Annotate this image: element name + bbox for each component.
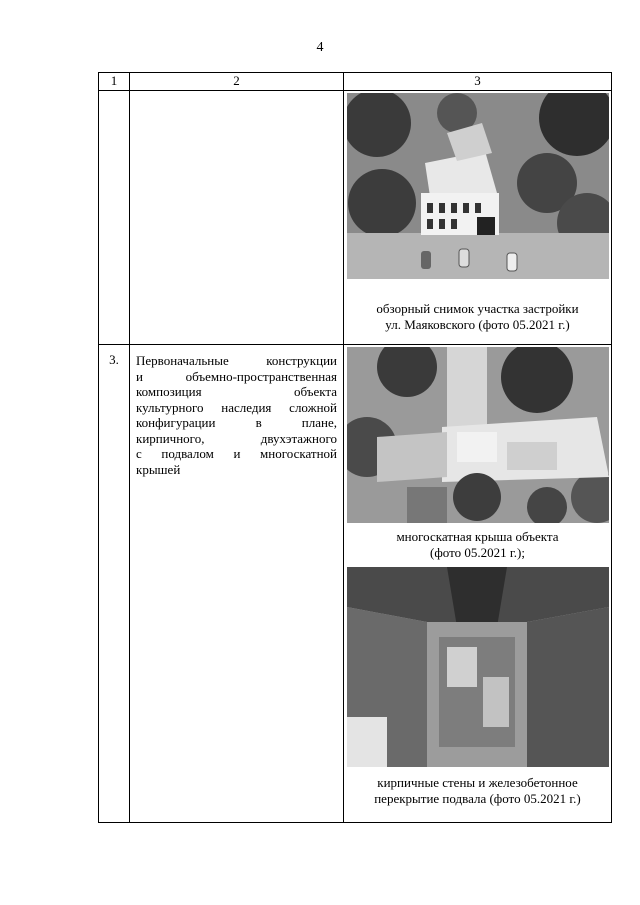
row-photos bbox=[344, 345, 612, 823]
row-number: 3. bbox=[99, 345, 130, 823]
table-header-row bbox=[99, 73, 612, 91]
caption-line: обзорный снимок участка застройки bbox=[376, 301, 579, 316]
photo-caption bbox=[344, 301, 611, 333]
header-col-1: 1 bbox=[99, 73, 130, 91]
page-number: 4 bbox=[316, 40, 324, 55]
photo-caption bbox=[344, 775, 611, 807]
header-col-3: 3 bbox=[344, 73, 612, 91]
header-col-2: 2 bbox=[130, 73, 344, 91]
description-line: с подвалом и многоскатной bbox=[136, 446, 337, 461]
caption-line: ул. Маяковского (фото 05.2021 г.) bbox=[385, 317, 570, 332]
roof-aerial-photo bbox=[347, 347, 609, 523]
caption-line: (фото 05.2021 г.); bbox=[430, 545, 525, 560]
photo-caption bbox=[344, 529, 611, 561]
row-description bbox=[130, 91, 344, 345]
aerial-street-photo bbox=[347, 93, 609, 279]
description-line: конфигурации в плане, bbox=[136, 415, 337, 430]
caption-line: многоскатная крыша объекта bbox=[396, 529, 559, 544]
description-line: культурного наследия сложной bbox=[136, 399, 337, 415]
description-line: композиция объекта bbox=[136, 384, 337, 399]
caption-line: перекрытие подвала (фото 05.2021 г.) bbox=[374, 791, 581, 806]
table-row bbox=[99, 91, 612, 345]
description-line: Первоначальные конструкции bbox=[136, 353, 337, 368]
row-photos bbox=[344, 91, 612, 345]
description-line: и объемно-пространственная bbox=[136, 368, 337, 384]
description-line: кирпичного, двухэтажного bbox=[136, 430, 337, 446]
document-table bbox=[98, 72, 612, 823]
table-row bbox=[99, 345, 612, 823]
description-line: крышей bbox=[136, 461, 181, 477]
row-number bbox=[99, 91, 130, 345]
basement-photo bbox=[347, 567, 609, 767]
row-description bbox=[130, 345, 344, 823]
caption-line: кирпичные стены и железобетонное bbox=[377, 775, 578, 790]
